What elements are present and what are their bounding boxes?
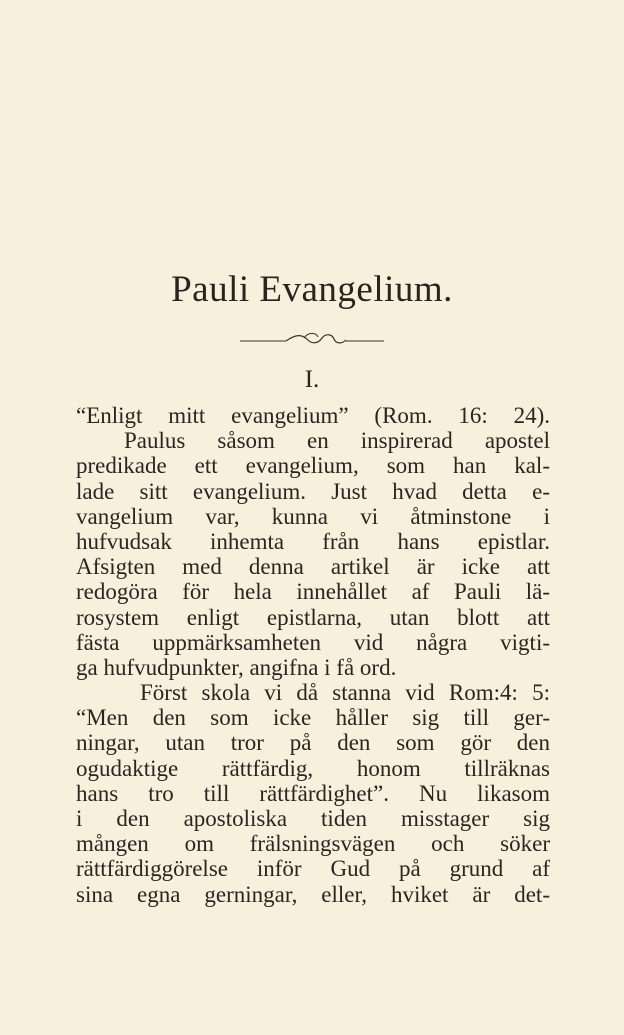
text-line: vangelium var, kunna vi åtminstone i: [76, 503, 550, 529]
text-line: i den apostoliska tiden misstager sig: [76, 806, 550, 831]
text-line: mången om frälsningsvägen och söker: [76, 831, 550, 857]
text-line: rosystem enligt epistlarna, utan blott att: [76, 604, 550, 630]
text-line: predikade ett evangelium, som han kal-: [76, 453, 550, 479]
text-line: hufvudsak inhemta från hans epistlar.: [76, 528, 550, 554]
text-line: ogudaktige rättfärdig, honom tillräknas: [76, 755, 550, 781]
text-line: sina egna gerningar, eller, hviket är det-: [76, 881, 550, 907]
text-line: Först skola vi då stanna vid Rom:4: 5:: [140, 680, 550, 706]
text-line: Afsigten med denna artikel är icke att: [76, 554, 550, 580]
text-line: fästa uppmärksamheten vid några vigti-: [76, 629, 550, 655]
text-line: “Men den som icke håller sig till ger-: [76, 705, 550, 731]
text-line: Paulus såsom en inspirerad apostel: [124, 428, 550, 454]
chapter-title: Pauli Evangelium.: [171, 269, 453, 310]
text-line: ga hufvudpunkter, angifna i få ord.: [76, 654, 397, 680]
text-line: ningar, utan tror på den som gör den: [76, 730, 550, 756]
ornament-divider-icon: [238, 330, 386, 350]
text-line: “Enligt mitt evangelium” (Rom. 16: 24).: [76, 403, 550, 428]
text-line: rättfärdiggörelse inför Gud på grund af: [76, 856, 550, 882]
body-text: [76, 403, 550, 907]
text-line: redogöra för hela innehållet af Pauli lä-: [76, 579, 550, 605]
text-line: lade sitt evangelium. Just hvad detta e-: [76, 478, 550, 504]
text-line: hans tro till rättfärdighet”. Nu likasom: [76, 780, 550, 806]
section-number: I.: [304, 366, 320, 393]
